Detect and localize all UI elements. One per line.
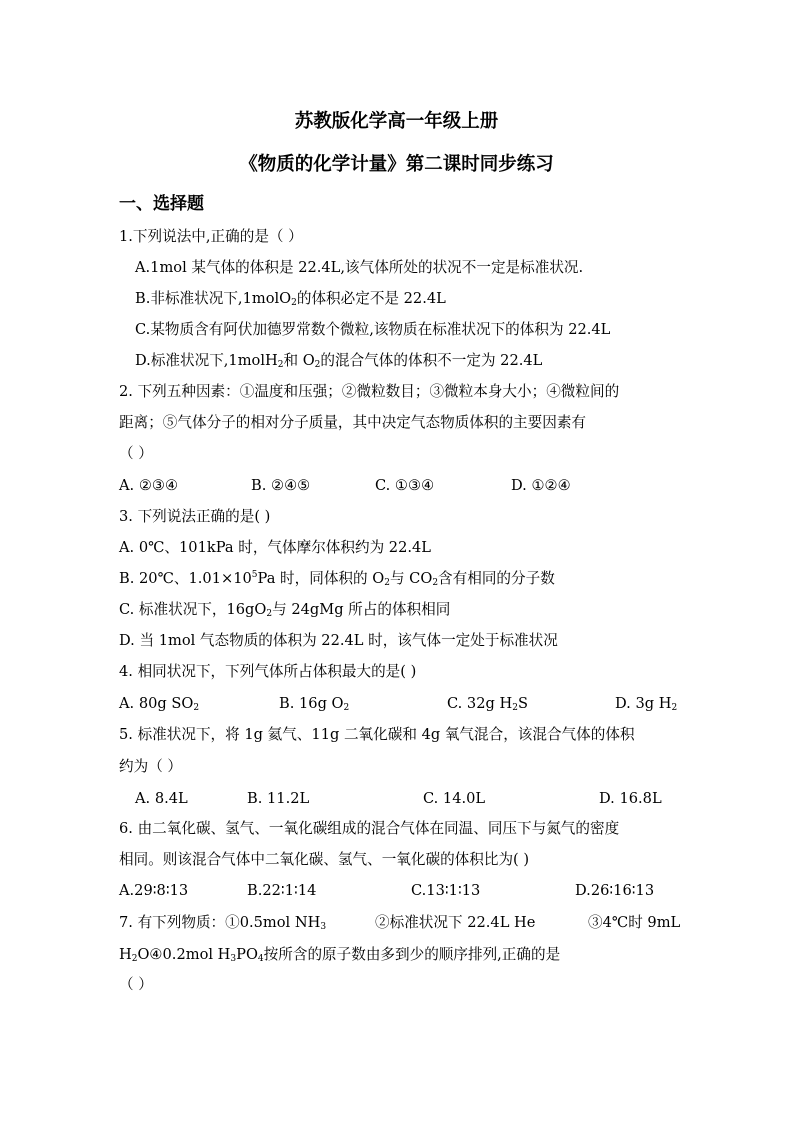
question-4-option-a: A. 80g $SO_2$: [119, 695, 200, 713]
question-7-line-3: （ ）: [119, 976, 153, 993]
question-3-stem: 3. 下列说法正确的是( ): [119, 508, 271, 525]
question-3-option-d: D. 当 1mol 气态物质的体积为 22.4L 时，该气体一定处于标准状况: [119, 632, 558, 649]
question-3-option-c: C. 标准状况下，$16gO_2$与 24gMg 所占的体积相同: [119, 601, 451, 619]
question-6-option-c: C.13∶1∶13: [411, 882, 481, 899]
question-1-stem: 1.下列说法中,正确的是（ ）: [119, 228, 303, 245]
question-7-line-1-part-3: ③4℃时 9mL: [588, 914, 681, 931]
question-5-option-c: C. 14.0L: [423, 790, 486, 807]
question-4-option-d: D. 3g $H_2$: [615, 695, 678, 713]
question-5-option-b: B. 11.2L: [247, 790, 310, 807]
document-subtitle: 《物质的化学计量》第二课时同步练习: [239, 154, 554, 175]
question-4-option-b: B. 16g $O_2$: [279, 695, 350, 713]
question-7-line-1-part-1: 7. 有下列物质：①0.5mol $NH_3$: [119, 914, 327, 932]
question-6-line-1: 6. 由二氧化碳、氢气、一氧化碳组成的混合气体在同温、同压下与氮气的密度: [119, 820, 620, 837]
question-2-line-3: （ ）: [119, 445, 153, 462]
question-2-option-a: A. ②③④: [119, 477, 179, 494]
question-1-option-d: D.标准状况下,1molH$_2$和 $O_2$的混合气体的体积不一定为 22.4L: [135, 352, 543, 370]
question-6-option-b: B.22∶1∶14: [247, 882, 317, 899]
question-1-option-c: C.某物质含有阿伏加德罗常数个微粒,该物质在标准状况下的体积为 22.4L: [135, 321, 611, 338]
question-6-option-d: D.26∶16∶13: [575, 882, 655, 899]
question-3-option-b: B. 20℃、$1.01\times 10^5Pa$ 时，同体积的 $O_2$与 $CO_2$含有相同的分子数: [119, 570, 555, 588]
question-5-option-d: D. 16.8L: [599, 790, 662, 807]
question-4-stem: 4. 相同状况下，下列气体所占体积最大的是( ): [119, 663, 417, 680]
question-2-option-b: B. ②④⑤: [251, 477, 311, 494]
question-5-line-2: 约为（ ）: [119, 758, 183, 775]
question-2-option-c: C. ①③④: [375, 477, 435, 494]
question-7-line-1-part-2: ②标准状况下 22.4L He: [375, 914, 536, 931]
question-3-option-a: A. 0℃、101kPa 时，气体摩尔体积约为 22.4L: [119, 539, 431, 556]
question-7-line-2: $H_2O④0.2mol$ $H_3PO_4$按所含的原子数由多到少的顺序排列,正确的是: [119, 946, 561, 964]
question-1-option-b: B.非标准状况下,1molO$_2$的体积必定不是 22.4L: [135, 290, 446, 308]
question-2-line-2: 距离；⑤气体分子的相对分子质量，其中决定气态物质体积的主要因素有: [119, 414, 587, 431]
question-5-option-a: A. 8.4L: [135, 790, 188, 807]
question-2-line-1: 2. 下列五种因素：①温度和压强；②微粒数目；③微粒本身大小；④微粒间的: [119, 383, 620, 400]
question-1-option-a: A.1mol 某气体的体积是 22.4L,该气体所处的状况不一定是标准状况.: [135, 259, 584, 276]
question-6-line-2: 相同。则该混合气体中二氧化碳、氢气、一氧化碳的体积比为( ): [119, 851, 530, 868]
question-2-option-d: D. ①②④: [511, 477, 571, 494]
document-title: 苏教版化学高一年级上册: [294, 111, 499, 132]
section-heading: 一、选择题: [119, 194, 204, 214]
question-5-line-1: 5. 标准状况下，将 1g 氦气、11g 二氧化碳和 4g 氧气混合，该混合气体的体积: [119, 726, 635, 743]
question-6-option-a: A.29∶8∶13: [119, 882, 189, 899]
question-4-option-c: C. 32g $H_2S$: [447, 695, 528, 713]
